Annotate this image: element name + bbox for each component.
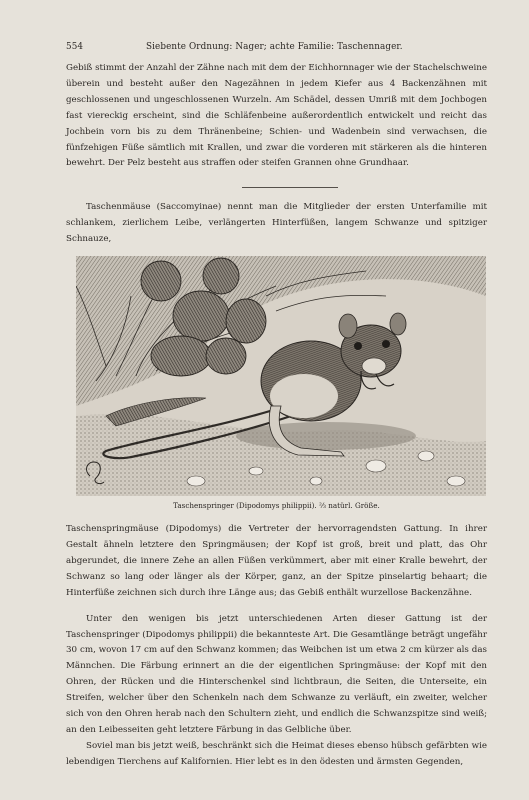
running-title: Siebente Ordnung: Nager; achte Familie: Taschennager. xyxy=(146,42,403,52)
section-divider xyxy=(242,187,338,188)
engraving-illustration xyxy=(76,256,486,496)
running-header xyxy=(66,42,487,52)
figure-caption: Taschenspringer (Dipodomys philippii). ⅔ natürl. Größe. xyxy=(173,501,380,511)
paragraph-dipodomys: Taschenspringmäuse (Dipodomys) die Vertreter der hervorragendsten Gattung. In ihrer Gestalt ähneln letztere den Springmäusen; der Kopf ist groß, breit und platt, das Ohr abgerundet, die innere Zehe an allen Füßen verkümmert, aber mit einer Kralle bewehrt, der Schwanz so lang oder länger als der Körper, ganz, an der Spitze pinselartig behaart; die Hinterfüße zeichnen sich durch ihre Länge aus; das Gebiß enthält wurzellose Backenzähne. xyxy=(66,524,487,598)
paragraph-saccomyinae: Taschenmäuse (Saccomyinae) nennt man die Mitglieder der ersten Unterfamilie mit schlankem, zierlichem Leibe, verlängerten Hinterfüßen, langem Schwanze und spitziger Schnauze, xyxy=(66,202,487,245)
paragraph-taschenspringer: Unter den wenigen bis jetzt unterschiedenen Arten dieser Gattung ist der Taschenspringer (Dipodomys philippii) die bekannteste Art. Die Gesamtlänge beträgt ungefähr 30 cm, wovon 17 cm auf den Schwanz kommen; das Weibchen ist um etwa 2 cm kürzer als das Männchen. Die Färbung erinnert an die der eigentlichen Springmäuse: der Kopf mit den Ohren, der Rücken und die Hinterschenkel sind lichtbraun, die Seiten, die Unterseite, ein Streifen, welcher über den Schenkeln nach dem Schwanze zu verläuft, ein zweiter, welcher sich von den Ohren herab nach den Schultern zieht, und endlich die Schwanzspitze sind weiß; an den Leibesseiten geht letztere Färbung in das Gelbliche über. xyxy=(66,613,487,735)
page-number: 554 xyxy=(66,42,84,52)
kangaroo-rat-engraving xyxy=(76,256,486,496)
paragraph-heimat: Soviel man bis jetzt weiß, beschränkt sich die Heimat dieses ebenso hübsch gefärbten wie lebendigen Tierchens auf Kalifornien. Hier lebt es in den ödesten und ärmsten Gegenden, xyxy=(66,740,487,767)
paragraph-intro: Gebiß stimmt der Anzahl der Zähne nach mit dem der Eichhornnager wie der Stachelschweine überein und besteht außer den Nagezähnen in jedem Kiefer aus 4 Backenzähnen mit geschlossenen und ungeschlossenen Wurzeln. Am Schädel, dessen Umriß mit dem Jochbogen fast viereckig erscheint, sind die Schläfenbeine außerordentlich entwickelt und reicht das Jochbein vorn bis zu dem Thränenbeine; Schien- und Wadenbein sind verwachsen, die fünfzehigen Füße sämtlich mit Krallen, und zwar die vorderen mit stärkeren als die hinteren bewehrt. Der Pelz besteht aus straffen oder steifen Grannen ohne Grundhaar. xyxy=(66,63,487,169)
